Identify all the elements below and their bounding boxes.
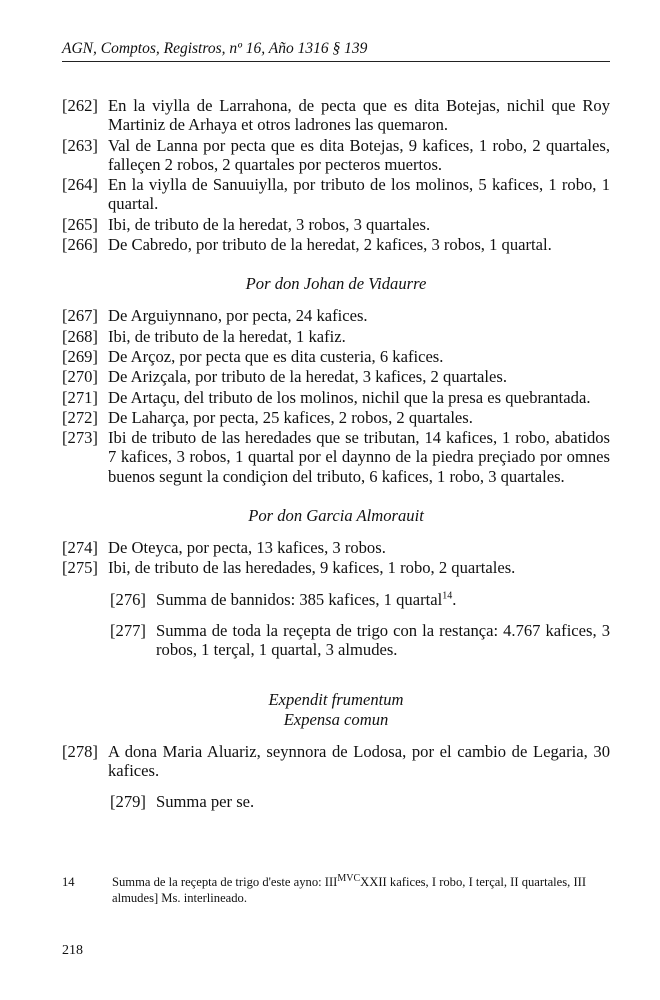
entry-row <box>62 215 610 234</box>
entry-text: De Oteyca, por pecta, 13 kafices, 3 robos. <box>108 538 386 558</box>
entry-number: [278] <box>62 741 98 761</box>
entry-row <box>62 347 610 366</box>
entry-text: Summa de bannidos: 385 kafices, 1 quartal$^{14}$. <box>156 589 457 609</box>
footnote-number: 14 <box>62 875 75 889</box>
entries-group-a <box>62 96 610 254</box>
entry-text: De Arizçala, por tributo de la heredat, 3 kafices, 2 quartales. <box>108 367 508 387</box>
entry-279 <box>110 792 610 811</box>
entry-text: Summa per se. <box>156 792 255 812</box>
entry-number: [271] <box>62 387 98 407</box>
entry-276 <box>110 590 610 609</box>
footnote <box>62 874 610 906</box>
section-heading-expendit: Expendit frumentum <box>268 689 404 709</box>
entry-text: Ibi, de tributo de la heredat, 3 robos, 3 quartales. <box>108 214 431 234</box>
entry-row <box>62 408 610 427</box>
entry-text: Ibi, de tributo de las heredades, 9 kafices, 1 robo, 2 quartales. <box>108 558 516 578</box>
entry-text: De Arguiynnano, por pecta, 24 kafices. <box>108 306 368 326</box>
section-heading-expensa: Expensa comun <box>283 709 389 729</box>
entry-row <box>62 367 610 386</box>
entry-text: Val de Lanna por pecta que es dita Botejas, 9 kafices, 1 robo, 2 quartales, falleçen 2 robos, 2 quartales por pecteros muertos. <box>108 135 610 174</box>
entry-number: [269] <box>62 346 98 366</box>
entry-number: [266] <box>62 235 98 255</box>
entry-row <box>62 538 610 557</box>
entry-text: Ibi de tributo de las heredades que se tributan, 14 kafices, 1 robo, abatidos 7 kafices, 3 robos, 1 quartal por el daynno de la piedra preçiado por omnes buenos segunt la condiçion del tributo, 6 kafices, 1 robo, 3 quartales. <box>108 428 610 486</box>
page-number: 218 <box>62 943 83 958</box>
footnote-text <box>112 874 610 906</box>
main-text <box>62 96 610 812</box>
entry-278 <box>62 742 610 781</box>
entry-number: [263] <box>62 135 98 155</box>
footnote-superscript: MVC <box>337 872 361 884</box>
entry-row <box>62 136 610 175</box>
entry-text: A dona Maria Aluariz, seynnora de Lodosa, por el cambio de Legaria, 30 kafices. <box>108 741 610 780</box>
entry-row <box>62 175 610 214</box>
section-heading-vidaurre: Por don Johan de Vidaurre <box>245 274 427 294</box>
entries-group-b <box>62 306 610 486</box>
entry-number: [272] <box>62 407 98 427</box>
footnote-text-before: Summa de la reçepta de trigo d'este ayno: III <box>112 875 338 889</box>
entry-text: Summa de toda la reçepta de trigo con la restança: 4.767 kafices, 3 robos, 1 terçal, 1 quartal, 3 almudes. <box>156 620 610 660</box>
entry-number: [270] <box>62 367 98 387</box>
entry-row <box>62 235 610 254</box>
entry-text: En la viylla de Larrahona, de pecta que es dita Botejas, nichil que Roy Martiniz de Arhaya et otros ladrones las quemaron. <box>108 96 610 135</box>
entry-text: Ibi, de tributo de la heredat, 1 kafiz. <box>108 326 346 346</box>
footnote-text-after: XXII kafices, I robo, I terçal, II quartales, III almudes] Ms. interlineado. <box>112 875 587 905</box>
entry-row <box>62 327 610 346</box>
entry-row <box>62 96 610 135</box>
entries-group-c <box>62 538 610 578</box>
entry-277 <box>110 621 610 660</box>
entry-number: [265] <box>62 214 98 234</box>
entry-text: De Laharça, por pecta, 25 kafices, 2 robos, 2 quartales. <box>108 407 473 427</box>
entry-number: [262] <box>62 96 98 115</box>
running-head: AGN, Comptos, Registros, nº 16, Año 1316 § 139 <box>62 40 610 62</box>
entry-number: [264] <box>62 175 98 195</box>
entry-text: De Cabredo, por tributo de la heredat, 2 kafices, 3 robos, 1 quartal. <box>108 235 552 255</box>
entry-number: [279] <box>110 792 146 812</box>
footnote-ref: 14 <box>442 590 453 602</box>
entry-number: [275] <box>62 558 98 578</box>
entry-row <box>62 388 610 407</box>
entry-row <box>62 558 610 577</box>
entry-number: [277] <box>110 620 146 640</box>
entry-number: [273] <box>62 428 98 448</box>
entry-276-text: Summa de bannidos: 385 kafices, 1 quartal <box>156 589 443 609</box>
entry-row <box>62 428 610 486</box>
entry-text: De Arçoz, por pecta que es dita custeria, 6 kafices. <box>108 346 444 366</box>
entry-number: [268] <box>62 326 98 346</box>
section-heading-almorauit: Por don Garcia Almorauit <box>248 506 424 526</box>
entry-number: [274] <box>62 538 98 558</box>
entry-text: De Artaçu, del tributo de los molinos, nichil que la presa es quebrantada. <box>108 387 591 407</box>
entry-number: [267] <box>62 306 98 326</box>
entry-row <box>62 306 610 325</box>
entry-text: En la viylla de Sanuuiylla, por tributo de los molinos, 5 kafices, 1 robo, 1 quartal. <box>108 175 610 214</box>
entry-number: [276] <box>110 589 146 609</box>
